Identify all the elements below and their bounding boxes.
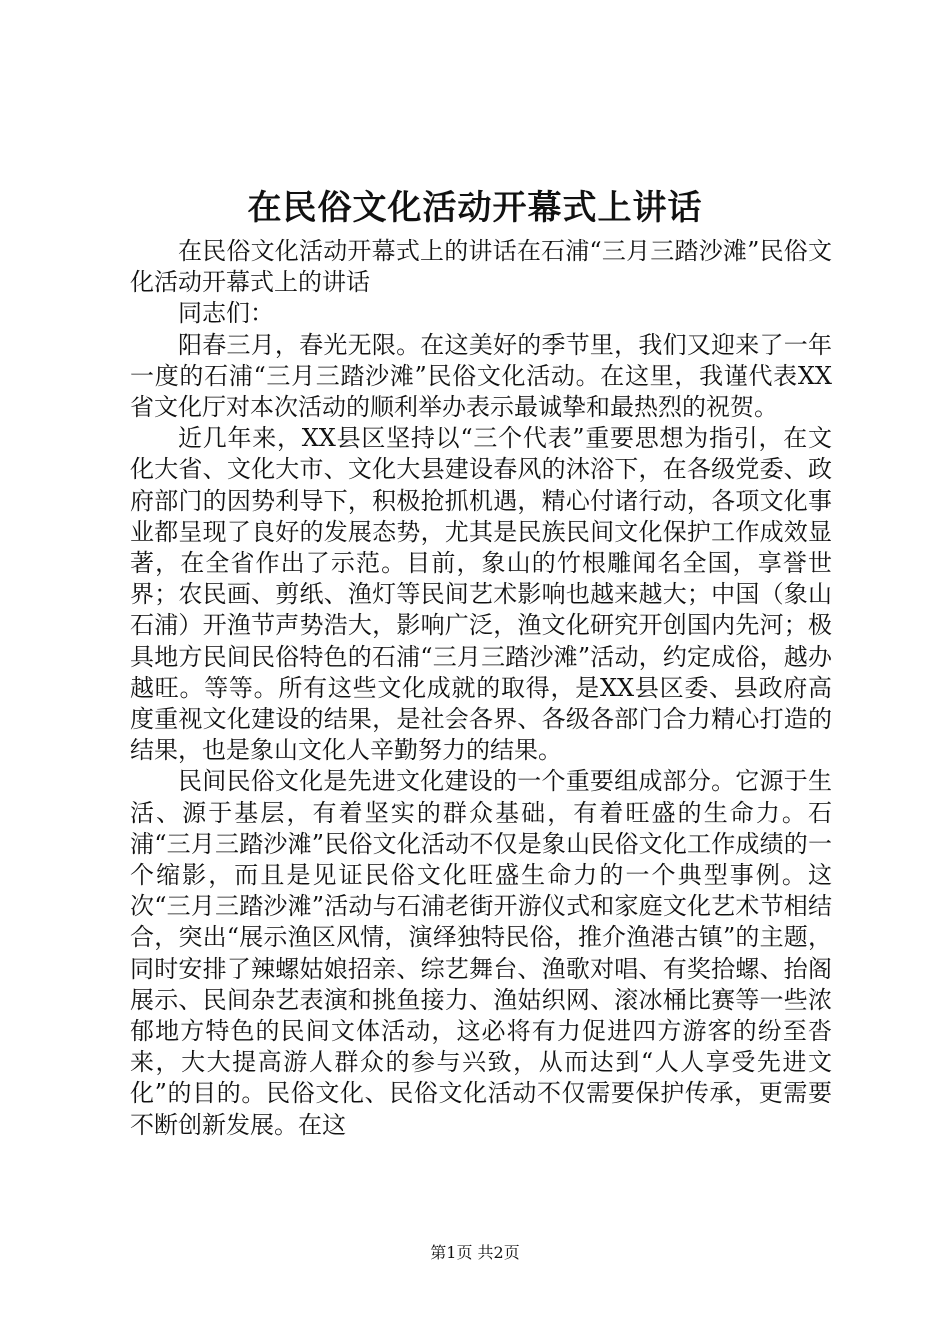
document-title: 在民俗文化活动开幕式上讲话	[247, 188, 703, 228]
document-body	[130, 236, 832, 1141]
paragraph-heading-line: 在民俗文化活动开幕式上的讲话在石浦“三月三踏沙滩”民俗文化活动开幕式上的讲话	[130, 237, 832, 297]
page-number: 第1页 共2页	[430, 1243, 520, 1262]
paragraph-opening: 阳春三月，春光无限。在这美好的季节里，我们又迎来了一年一度的石浦“三月三踏沙滩”民俗文化活动。在这里，我谨代表XX省文化厅对本次活动的顺利举办表示最诚挚和最热烈的祝贺。	[130, 330, 832, 422]
paragraph-salutation: 同志们：	[178, 299, 274, 328]
paragraph-folk-culture: 民间民俗文化是先进文化建设的一个重要组成部分。它源于生活、源于基层，有着坚实的群众基础，有着旺盛的生命力。石浦“三月三踏沙滩”民俗文化活动不仅是象山民俗文化工作成绩的一个缩影，而且是见证民俗文化旺盛生命力的一个典型事例。这次“三月三踏沙滩”活动与石浦老街开游仪式和家庭文化艺术节相结合，突出“展示渔区风情，演绎独特民俗，推介渔港古镇”的主题，同时安排了辣螺姑娘招亲、综艺舞台、渔歌对唱、有奖拾螺、抬阁展示、民间杂艺表演和挑鱼接力、渔姑织网、滚冰桶比赛等一些浓郁地方特色的民间文体活动，这必将有力促进四方游客的纷至沓来，大大提高游人群众的参与兴致，从而达到“人人享受先进文化”的目的。民俗文化、民俗文化活动不仅需要保护传承，更需要不断创新发展。在这	[130, 767, 832, 1139]
paragraph-achievements: 近几年来，XX县区坚持以“三个代表”重要思想为指引，在文化大省、文化大市、文化大县建设春风的沐浴下，在各级党委、政府部门的因势利导下，积极抢抓机遇，精心付诸行动，各项文化事业都呈现了良好的发展态势，尤其是民族民间文化保护工作成效显著，在全省作出了示范。目前，象山的竹根雕闻名全国，享誉世界；农民画、剪纸、渔灯等民间艺术影响也越来越大；中国（象山石浦）开渔节声势浩大，影响广泛，渔文化研究开创国内先河；极具地方民间民俗特色的石浦“三月三踏沙滩”活动，约定成俗，越办越旺。等等。所有这些文化成就的取得，是XX县区委、县政府高度重视文化建设的结果，是社会各界、各级各部门合力精心打造的结果，也是象山文化人辛勤努力的结果。	[130, 424, 832, 765]
